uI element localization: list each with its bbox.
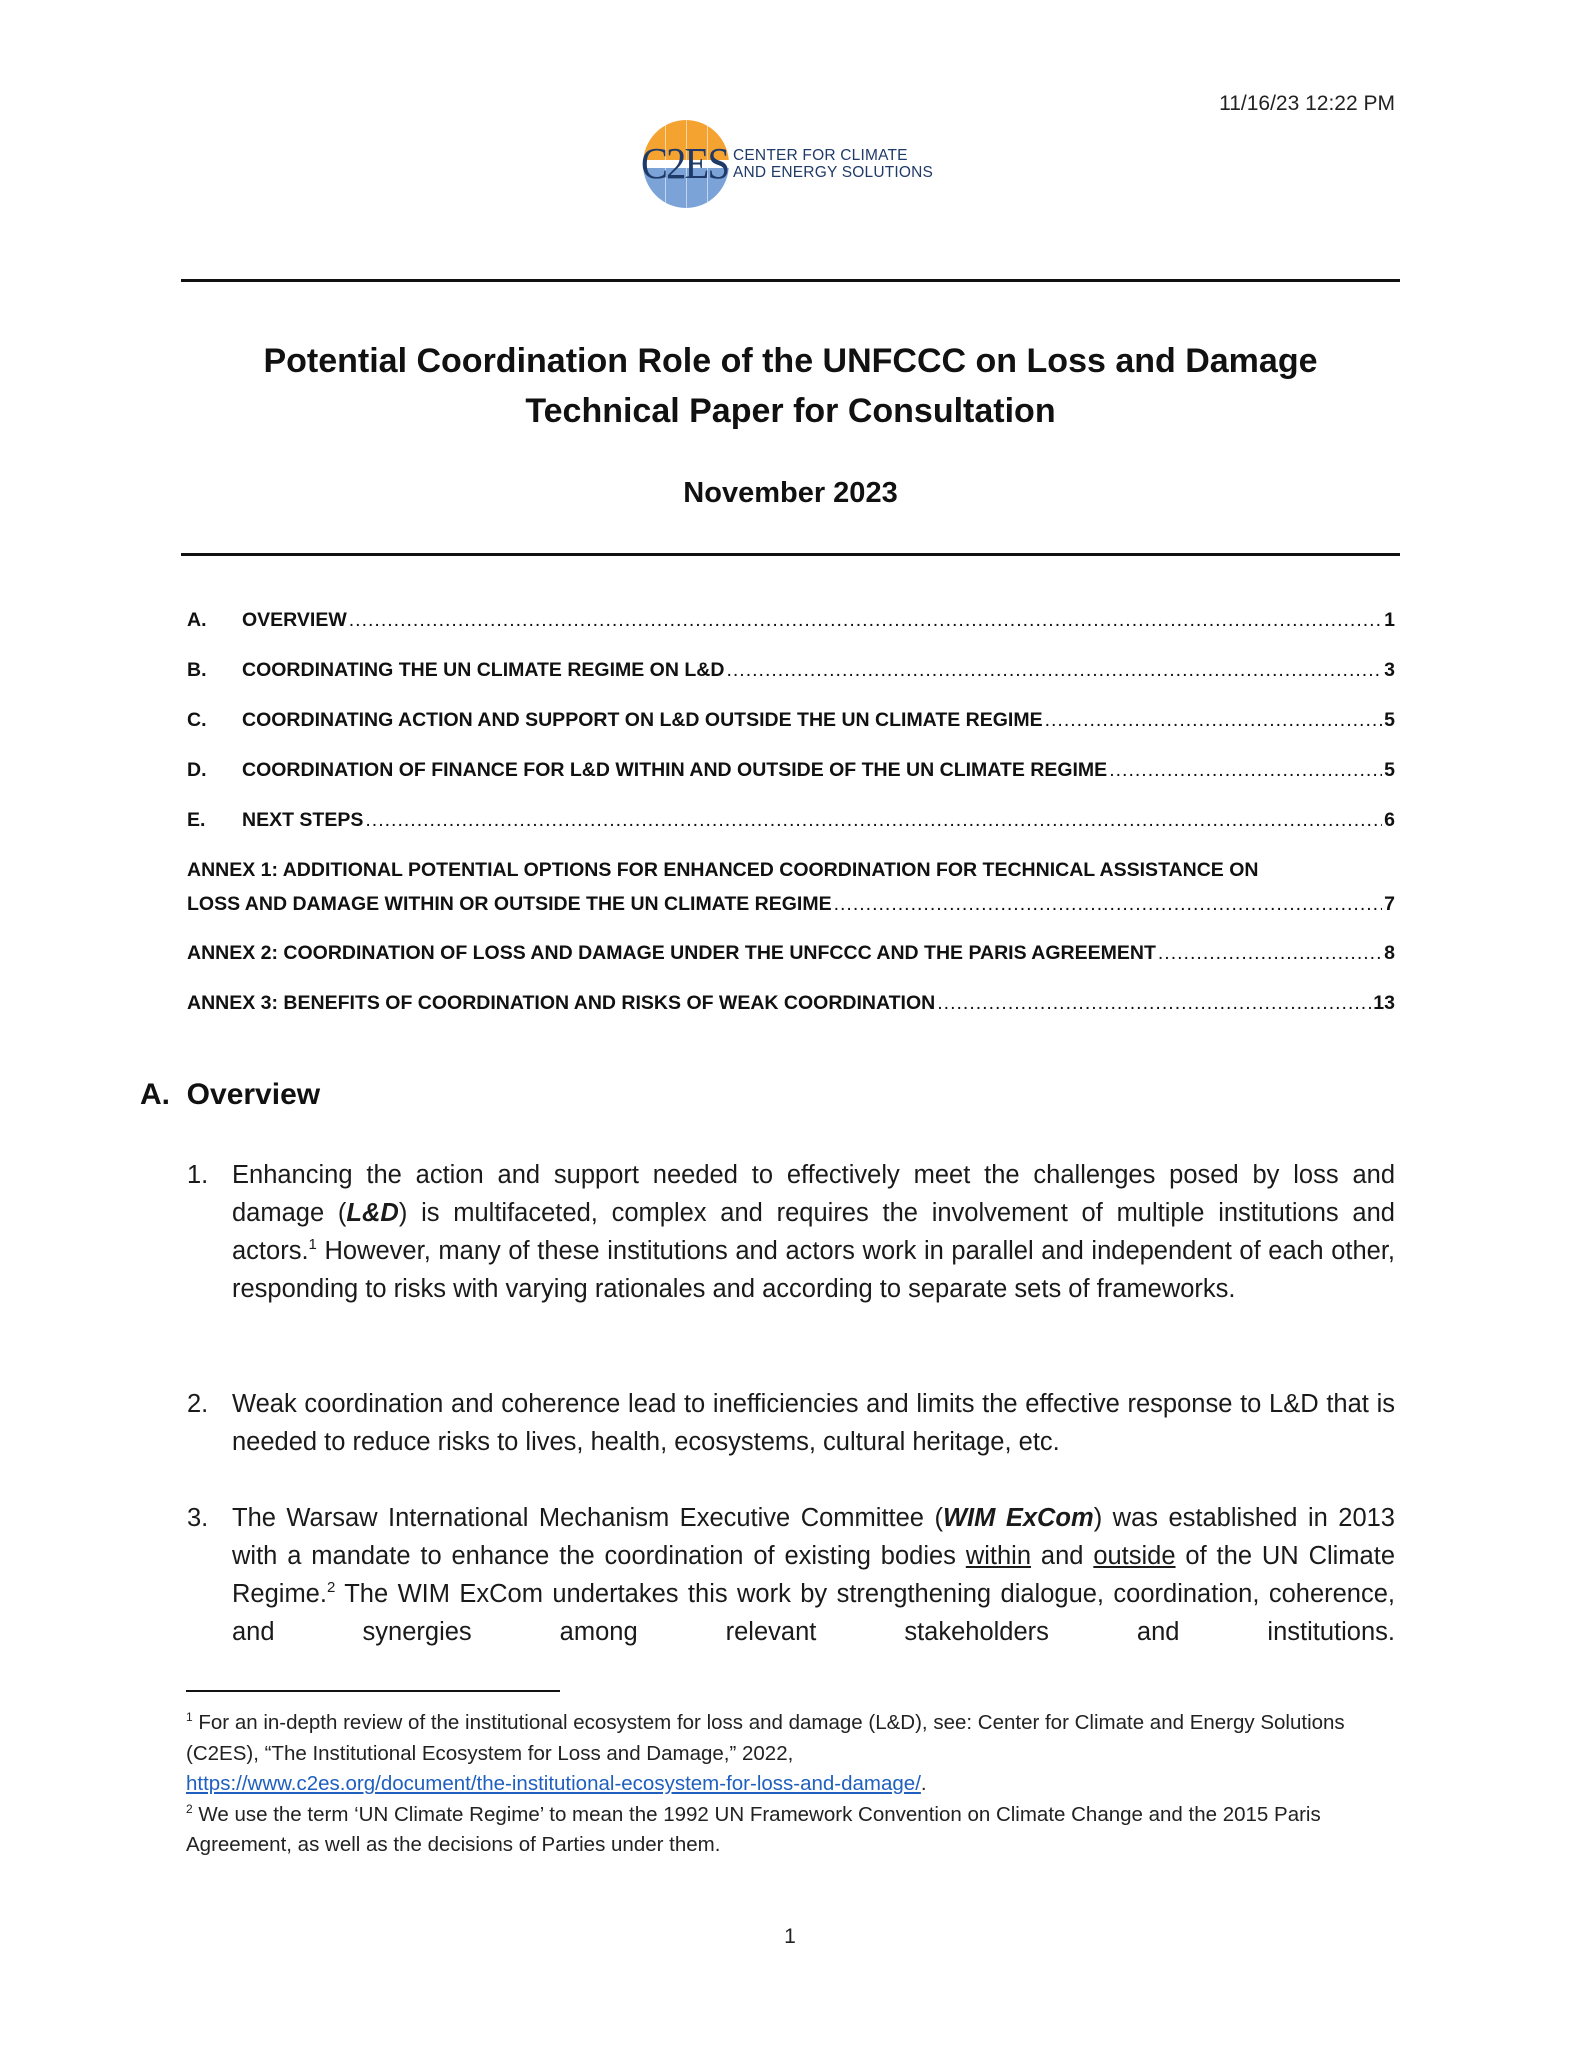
paragraph-number: 3. xyxy=(187,1504,209,1532)
toc-item-coordinating-outside[interactable]: C. COORDINATING ACTION AND SUPPORT ON L&D OUTSIDE THE UN CLIMATE REGIME ..... 5 xyxy=(187,709,1395,737)
emphasis-outside: outside xyxy=(1093,1542,1176,1570)
toc-annex-2[interactable]: ANNEX 2: COORDINATION OF LOSS AND DAMAGE UNDER THE UNFCCC AND THE PARIS AGREEMENT ..... 8 xyxy=(187,942,1395,970)
term-ld: L&D xyxy=(346,1199,399,1227)
toc-annex-3[interactable]: ANNEX 3: BENEFITS OF COORDINATION AND RISKS OF WEAK COORDINATION ..... 13 xyxy=(187,992,1395,1020)
emphasis-within: within xyxy=(965,1542,1032,1570)
paragraph-number: 2. xyxy=(187,1390,209,1418)
logo-mark: C2ES xyxy=(641,139,729,188)
footnote-2: $^2$ We use the term ‘UN Climate Regime’ to mean the 1992 UN Framework Convention on Climate Change and the 2015 Paris Agreement, as well as the decisions of Parties under them. xyxy=(186,1801,1321,1856)
paragraph-2 xyxy=(187,1385,1395,1461)
paragraph-1 xyxy=(187,1156,1395,1308)
footnote-ref-1[interactable]: 1 xyxy=(308,1236,317,1253)
toc-item-coordination-of-finance[interactable]: D. COORDINATION OF FINANCE FOR L&D WITHIN AND OUTSIDE OF THE UN CLIMATE REGIME ..... 5 xyxy=(187,759,1395,787)
toc-leader xyxy=(349,609,1382,632)
toc-item-coordinating-un-climate-regime[interactable]: B. COORDINATING THE UN CLIMATE REGIME ON L&D ..... 3 xyxy=(187,659,1395,687)
footnote-separator xyxy=(186,1690,560,1692)
footnote-1-link[interactable]: https://www.c2es.org/document/the-institutional-ecosystem-for-loss-and-damage/ xyxy=(186,1772,921,1795)
toc-leader xyxy=(834,893,1383,916)
logo-line-2: AND ENERGY SOLUTIONS xyxy=(733,164,934,181)
toc-item-overview[interactable]: A. OVERVIEW ..... 1 xyxy=(187,609,1395,637)
footnote-ref-2[interactable]: 2 xyxy=(326,1579,336,1596)
paragraph-number: 1. xyxy=(187,1161,209,1189)
document-date: November 2023 xyxy=(683,477,898,509)
toc-leader xyxy=(1158,942,1382,965)
toc-leader xyxy=(726,659,1382,682)
print-timestamp: 11/16/23 12:22 PM xyxy=(1219,92,1395,115)
toc-annex-1-line-1[interactable]: ANNEX 1: ADDITIONAL POTENTIAL OPTIONS FOR ENHANCED COORDINATION FOR TECHNICAL ASSISTANCE ON xyxy=(187,859,1259,881)
title-line-2: Technical Paper for Consultation xyxy=(525,392,1056,430)
toc-annex-1[interactable]: LOSS AND DAMAGE WITHIN OR OUTSIDE THE UN CLIMATE REGIME ..... 7 xyxy=(187,893,1395,921)
page-number: 1 xyxy=(784,1925,796,1948)
toc-item-next-steps[interactable]: E. NEXT STEPS ..... 6 xyxy=(187,809,1395,837)
section-heading-overview: A. Overview xyxy=(140,1078,321,1111)
term-wim-excom: WIM ExCom xyxy=(942,1504,1094,1532)
paragraph-text: The Warsaw International Mechanism Executive Committee (WIM ExCom) was established in 2013 with a mandate to enhance the coordination of existing bodies within and outside of the UN Climate Regime.$^2$ The WIM ExCom undertakes this work by strengthening dialogue, coordination, coherence, and synergies among relevant stakeholders and institutions. xyxy=(232,1504,1396,1646)
footnote-1: $^1$ For an in-depth review of the institutional ecosystem for loss and damage (L&D), see: Center for Climate and Energy Solutions (C2ES), “The Institutional Ecosystem for Loss and Damage,” 2022, https://www.c2es.org/document/the-institutional-ecosystem-for-loss-and-damage/. xyxy=(186,1710,1345,1795)
title-line-1: Potential Coordination Role of the UNFCCC on Loss and Damage xyxy=(263,342,1318,380)
paragraph-text: Enhancing the action and support needed to effectively meet the challenges posed by loss and damage (L&D) is multifaceted, complex and requires the involvement of multiple institutions and actors.$^1$ However, many of these institutions and actors work in parallel and independent of each other, responding to risks with varying rationales and according to separate sets of frameworks. xyxy=(232,1161,1395,1303)
logo-line-1: CENTER FOR CLIMATE xyxy=(733,147,908,164)
footnotes xyxy=(186,1708,1406,1861)
toc-leader xyxy=(1109,759,1382,782)
toc-leader xyxy=(937,992,1371,1015)
paragraph-3 xyxy=(187,1499,1395,1651)
table-of-contents xyxy=(187,0,1395,1040)
toc-leader xyxy=(365,809,1382,832)
toc-leader xyxy=(1045,709,1383,732)
paragraph-text: Weak coordination and coherence lead to inefficiencies and limits the effective response to L&D that is needed to reduce risks to lives, health, ecosystems, cultural heritage, etc. xyxy=(232,1390,1395,1456)
